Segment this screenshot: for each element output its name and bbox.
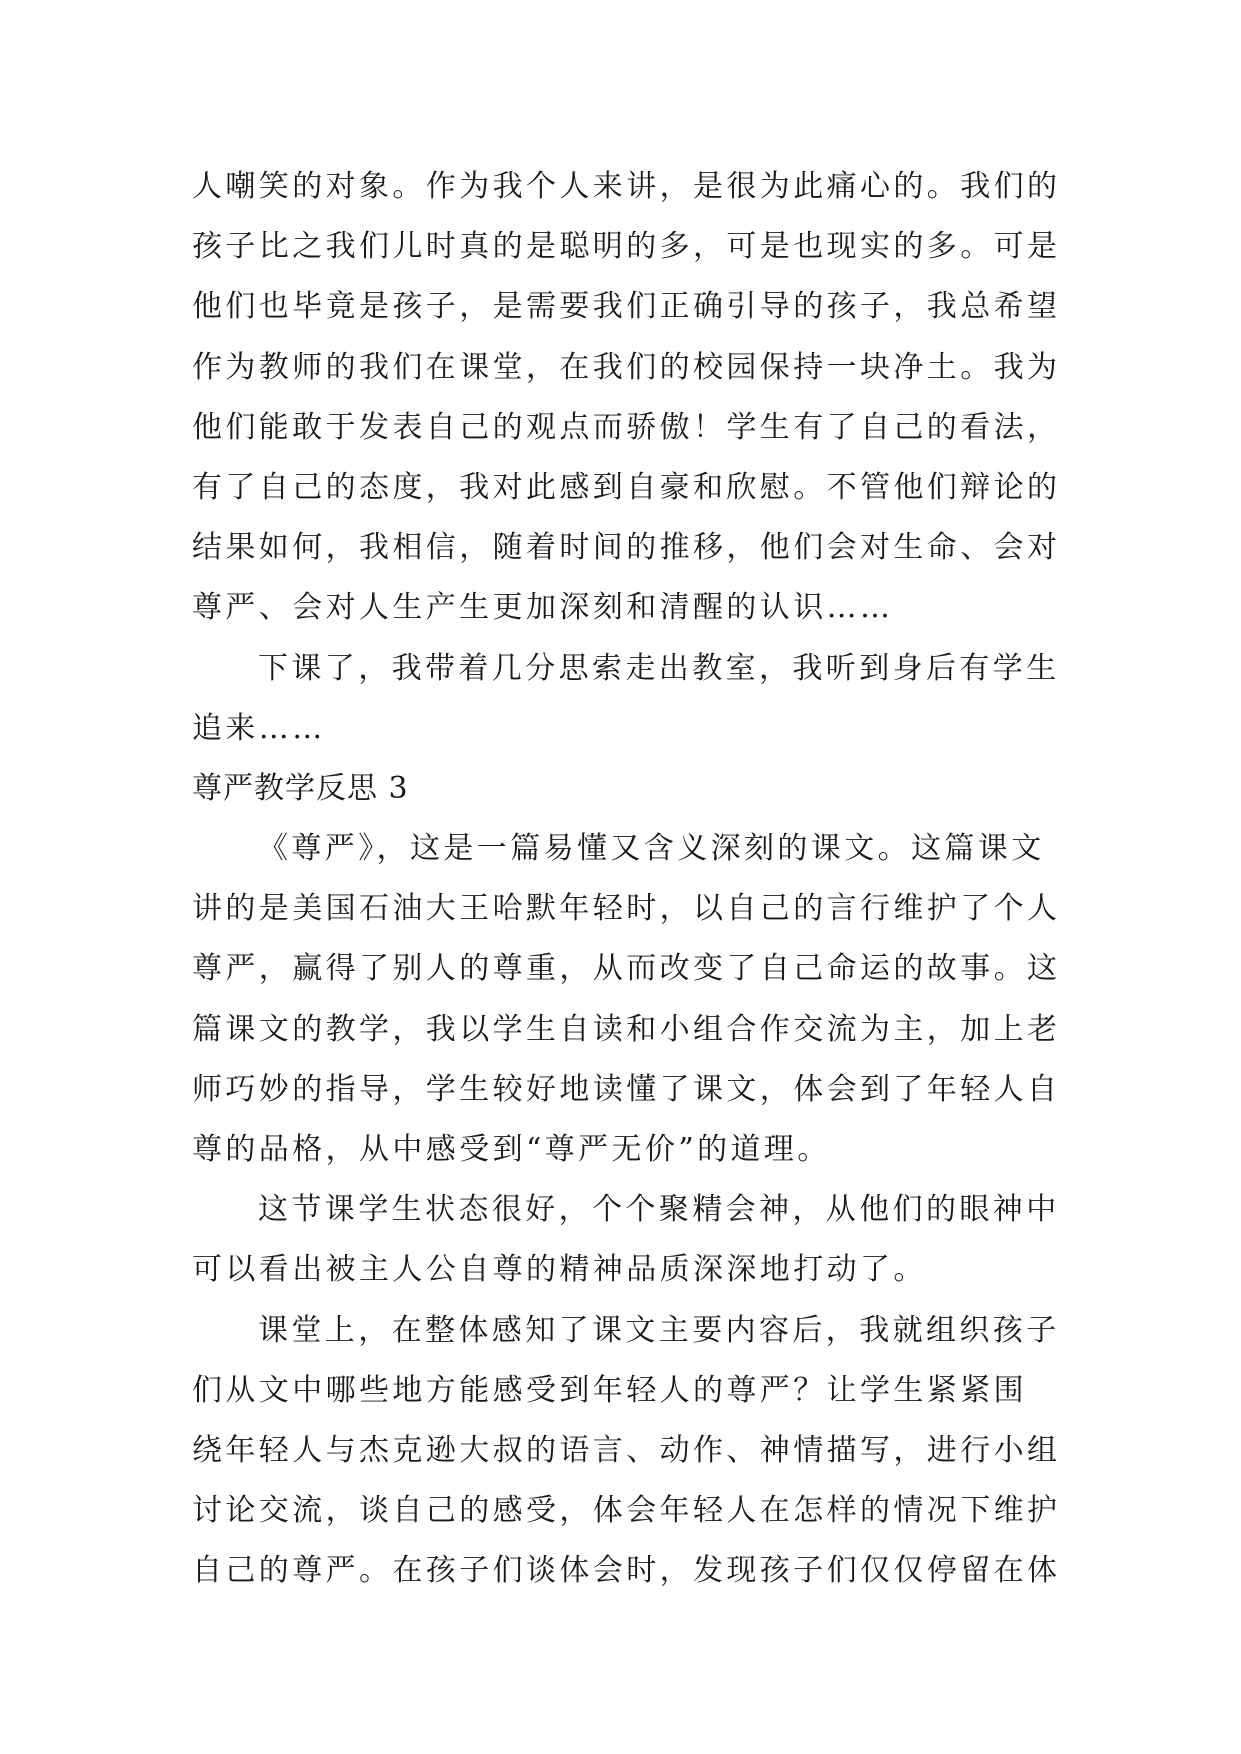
text-line: 自己的尊严。在孩子们谈体会时，发现孩子们仅仅停留在体 [192, 1553, 1061, 1589]
text-line: 他们能敢于发表自己的观点而骄傲！学生有了自己的看法， [192, 409, 1061, 445]
text-line: 师巧妙的指导，学生较好地读懂了课文，体会到了年轻人自 [192, 1071, 1061, 1107]
text-line: 尊的品格，从中感受到“尊严无价”的道理。 [192, 1132, 831, 1167]
text-line: 讨论交流，谈自己的感受，体会年轻人在怎样的情况下维护 [192, 1493, 1061, 1529]
text-line: 这节课学生状态很好，个个聚精会神，从他们的眼神中 [258, 1192, 1060, 1228]
text-line: 尊严，赢得了别人的尊重，从而改变了自己命运的故事。这 [192, 951, 1061, 987]
text-line: 他们也毕竟是孩子，是需要我们正确引导的孩子，我总希望 [192, 289, 1061, 325]
document-body [192, 157, 1061, 1602]
text-line: 《尊严》，这是一篇易懂又含义深刻的课文。这篇课文 [258, 831, 1045, 867]
text-line: 结果如何，我相信，随着时间的推移，他们会对生命、会对 [192, 530, 1061, 566]
text-line: 们从文中哪些地方能感受到年轻人的尊严？让学生紧紧围 [192, 1372, 1027, 1408]
text-line: 有了自己的态度，我对此感到自豪和欣慰。不管他们辩论的 [192, 469, 1061, 505]
text-line: 课堂上，在整体感知了课文主要内容后，我就组织孩子 [258, 1312, 1060, 1348]
text-line: 下课了，我带着几分思索走出教室，我听到身后有学生 [258, 650, 1060, 686]
text-line: 讲的是美国石油大王哈默年轻时，以自己的言行维护了个人 [192, 891, 1061, 927]
text-line: 篇课文的教学，我以学生自读和小组合作交流为主，加上老 [192, 1011, 1061, 1047]
text-line: 孩子比之我们儿时真的是聪明的多，可是也现实的多。可是 [192, 229, 1061, 265]
text-line: 人嘲笑的对象。作为我个人来讲，是很为此痛心的。我们的 [192, 169, 1061, 204]
text-line: 尊严、会对人生产生更加深刻和清醒的认识…… [192, 590, 894, 626]
text-line: 追来…… [192, 710, 326, 746]
text-line: 绕年轻人与杰克逊大叔的语言、动作、神情描写，进行小组 [192, 1432, 1061, 1468]
text-line: 作为教师的我们在课堂，在我们的校园保持一块净土。我为 [192, 349, 1061, 385]
section-heading: 尊严教学反思 3 [192, 770, 409, 806]
text-line: 可以看出被主人公自尊的精神品质深深地打动了。 [192, 1252, 927, 1288]
